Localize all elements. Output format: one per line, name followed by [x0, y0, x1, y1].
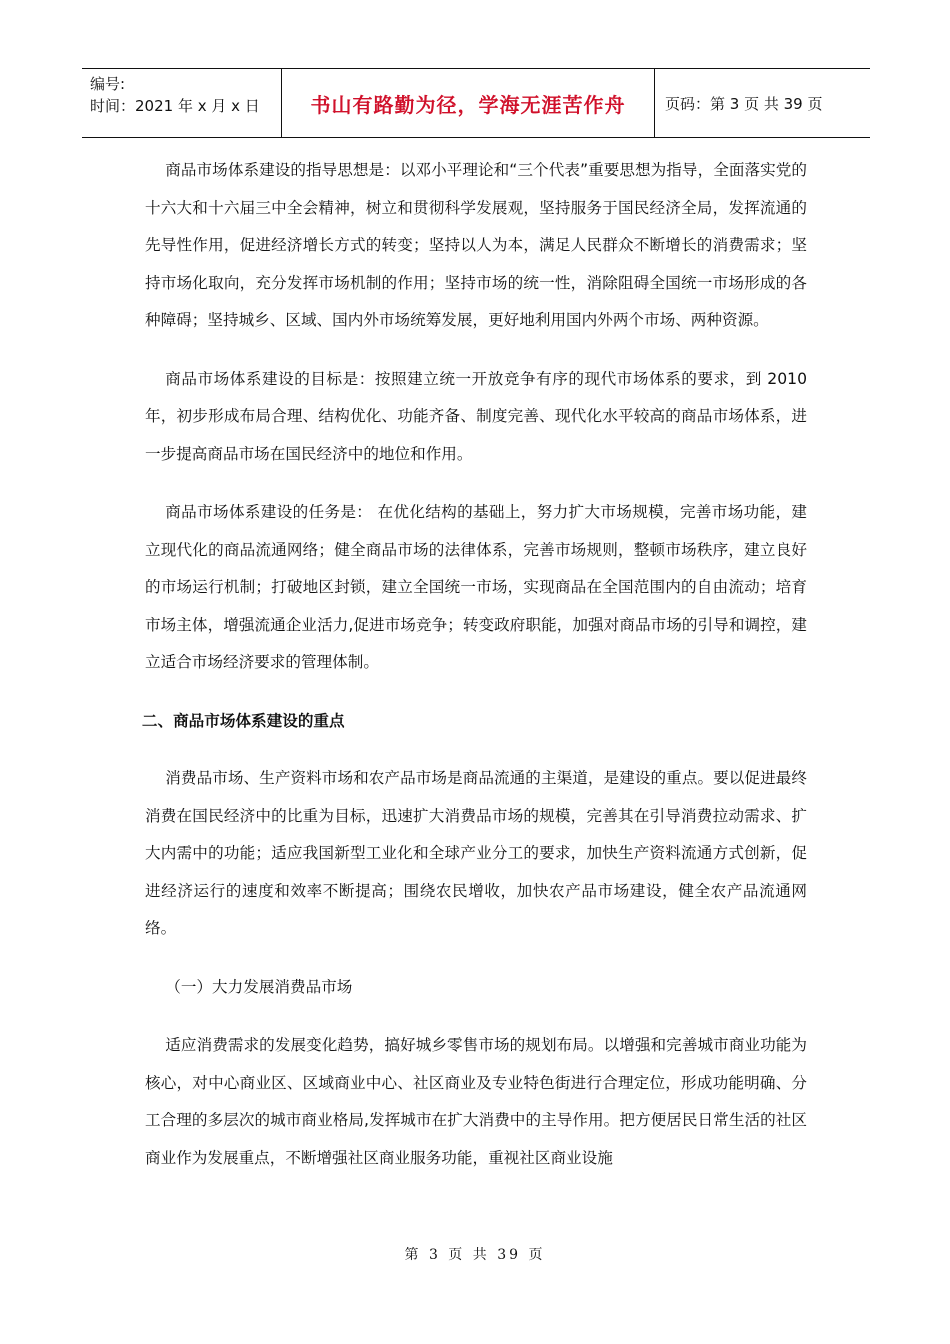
page-footer: 第 3 页 共 39 页	[404, 1247, 546, 1263]
section-heading: 二、商品市场体系建设的重点	[141, 711, 345, 730]
body-paragraph: 商品市场体系建设的指导思想是：以邓小平理论和“三个代表”重要思想为指导，全面落实党的十六大和十六届三中全会精神，树立和贯彻科学发展观，坚持服务于国民经济全局，发挥流通的先导性作用，促进经济增长方式的转变；坚持以人为本，满足人民群众不断增长的消费需求；坚持市场化取向，充分发挥市场机制的作用；坚持市场的统一性，消除阻碍全国统一市场形成的各种障碍；坚持城乡、区域、国内外市场统筹发展，更好地利用国内外两个市场、两种资源。	[145, 161, 807, 329]
header-left-cell	[82, 69, 282, 137]
header-motto: 书山有路勤为径，学海无涯苦作舟	[282, 69, 655, 137]
header-page-code: 页码：第 3 页 共 39 页	[665, 94, 823, 113]
document-date-label: 时间：2021 年 x 月 x 日	[90, 97, 260, 115]
subsection-heading: （一）大力发展消费品市场	[165, 977, 353, 996]
body-paragraph: 商品市场体系建设的目标是：按照建立统一开放竞争有序的现代市场体系的要求，到 2010 年，初步形成布局合理、结构优化、功能齐备、制度完善、现代化水平较高的商品市场体系，进一步提高商品市场在国民经济中的地位和作用。	[145, 369, 807, 463]
body-paragraph: 商品市场体系建设的任务是： 在优化结构的基础上，努力扩大市场规模，完善市场功能，建立现代化的商品流通网络；健全商品市场的法律体系，完善市场规则，整顿市场秩序，建立良好的市场运行机制；打破地区封锁，建立全国统一市场，实现商品在全国范围内的自由流动；培育市场主体，增强流通企业活力,促进市场竞争；转变政府职能，加强对商品市场的引导和调控，建立适合市场经济要求的管理体制。	[145, 503, 807, 671]
body-paragraph: 消费品市场、生产资料市场和农产品市场是商品流通的主渠道，是建设的重点。要以促进最终消费在国民经济中的比重为目标，迅速扩大消费品市场的规模，完善其在引导消费拉动需求、扩大内需中的功能；适应我国新型工业化和全球产业分工的要求，加快生产资料流通方式创新，促进经济运行的速度和效率不断提高；围绕农民增收，加快农产品市场建设，健全农产品流通网络。	[145, 769, 807, 937]
body-paragraph: 适应消费需求的发展变化趋势，搞好城乡零售市场的规划布局。以增强和完善城市商业功能为核心，对中心商业区、区域商业中心、社区商业及专业特色街进行合理定位，形成功能明确、分工合理的多层次的城市商业格局,发挥城市在扩大消费中的主导作用。把方便居民日常生活的社区商业作为发展重点，不断增强社区商业服务功能，重视社区商业设施	[145, 1036, 807, 1167]
document-body	[141, 152, 807, 1198]
page-header	[82, 68, 870, 138]
document-number-label: 编号:	[90, 75, 126, 93]
